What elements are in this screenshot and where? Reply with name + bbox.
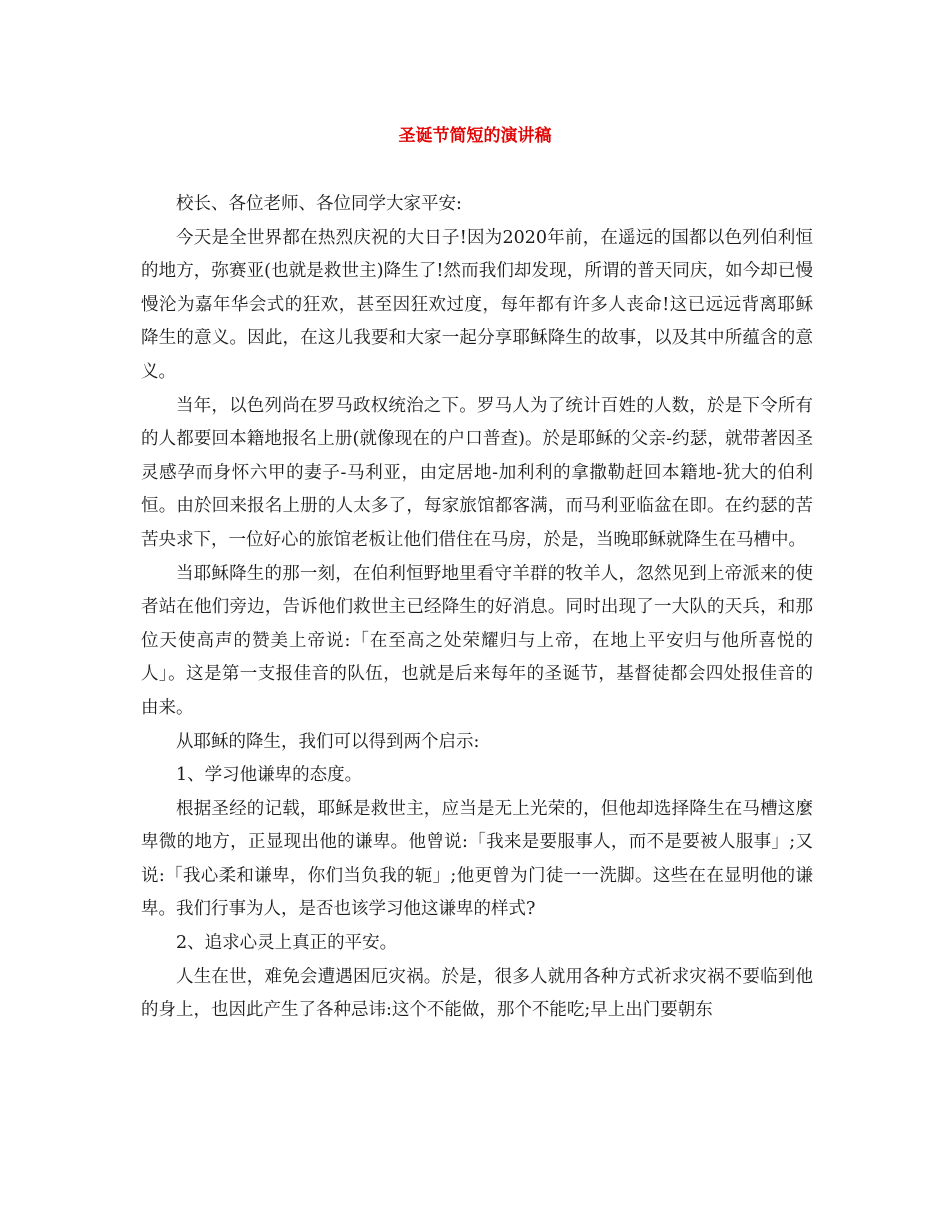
- lesson-heading-2: 2、追求心灵上真正的平安。: [176, 933, 398, 954]
- paragraph-intro: 今天是全世界都在热烈庆祝的大日子!因为2020年前，在遥远的国都以色列伯利恒的地方，弥赛亚(也就是救世主)降生了!然而我们却发现，所谓的普天同庆，如今却已慢慢沦为嘉年华会式的狂欢，甚至因狂欢过度，每年都有许多人丧命!这已远远背离耶稣降生的意义。因此，在这儿我要和大家一起分享耶稣降生的故事，以及其中所蕴含的意义。: [141, 227, 813, 382]
- paragraph-humility: 根据圣经的记载，耶稣是救世主，应当是无上光荣的，但他却选择降生在马槽这麼卑微的地方，正显现出他的谦卑。他曾说:「我来是要服事人，而不是要被人服事」;又说:「我心柔和谦卑，你们当负我的轭」;他更曾为门徒一一洗脚。这些在在显明他的谦卑。我们行事为人，是否也该学习他这谦卑的样式?: [141, 798, 813, 920]
- paragraph-story: 当年，以色列尚在罗马政权统治之下。罗马人为了统计百姓的人数，於是下令所有的人都要回本籍地报名上册(就像现在的户口普查)。於是耶稣的父亲-约瑟，就带著因圣灵感孕而身怀六甲的妻子-马利亚，由定居地-加利利的拿撒勒赶回本籍地-犹大的伯利恒。由於回来报名上册的人太多了，每家旅馆都客满，而马利亚临盆在即。在约瑟的苦苦央求下，一位好心的旅馆老板让他们借住在马房，於是，当晚耶稣就降生在马槽中。: [141, 395, 813, 550]
- paragraph-lessons-intro: 从耶稣的降生，我们可以得到两个启示:: [176, 731, 480, 752]
- paragraph-shepherds: 当耶稣降生的那一刻，在伯利恒野地里看守羊群的牧羊人，忽然见到上帝派来的使者站在他们旁边，告诉他们救世主已经降生的好消息。同时出现了一大队的天兵，和那位天使高声的赞美上帝说:「在至高之处荣耀归与上帝，在地上平安归与他所喜悦的人」。这是第一支报佳音的队伍，也就是后来每年的圣诞节，基督徒都会四处报佳音的由来。: [141, 563, 813, 718]
- document-title: 圣诞节简短的演讲稿: [398, 126, 552, 146]
- paragraph-greeting: 校长、各位老师、各位同学大家平安:: [176, 194, 462, 214]
- document-body: [141, 188, 813, 1028]
- lesson-heading-1: 1、学习他谦卑的态度。: [176, 765, 363, 786]
- paragraph-peace: 人生在世，难免会遭遇困厄灾祸。於是，很多人就用各种方式祈求灾祸不要临到他的身上，也因此产生了各种忌讳:这个不能做，那个不能吃;早上出门要朝东: [141, 966, 813, 1021]
